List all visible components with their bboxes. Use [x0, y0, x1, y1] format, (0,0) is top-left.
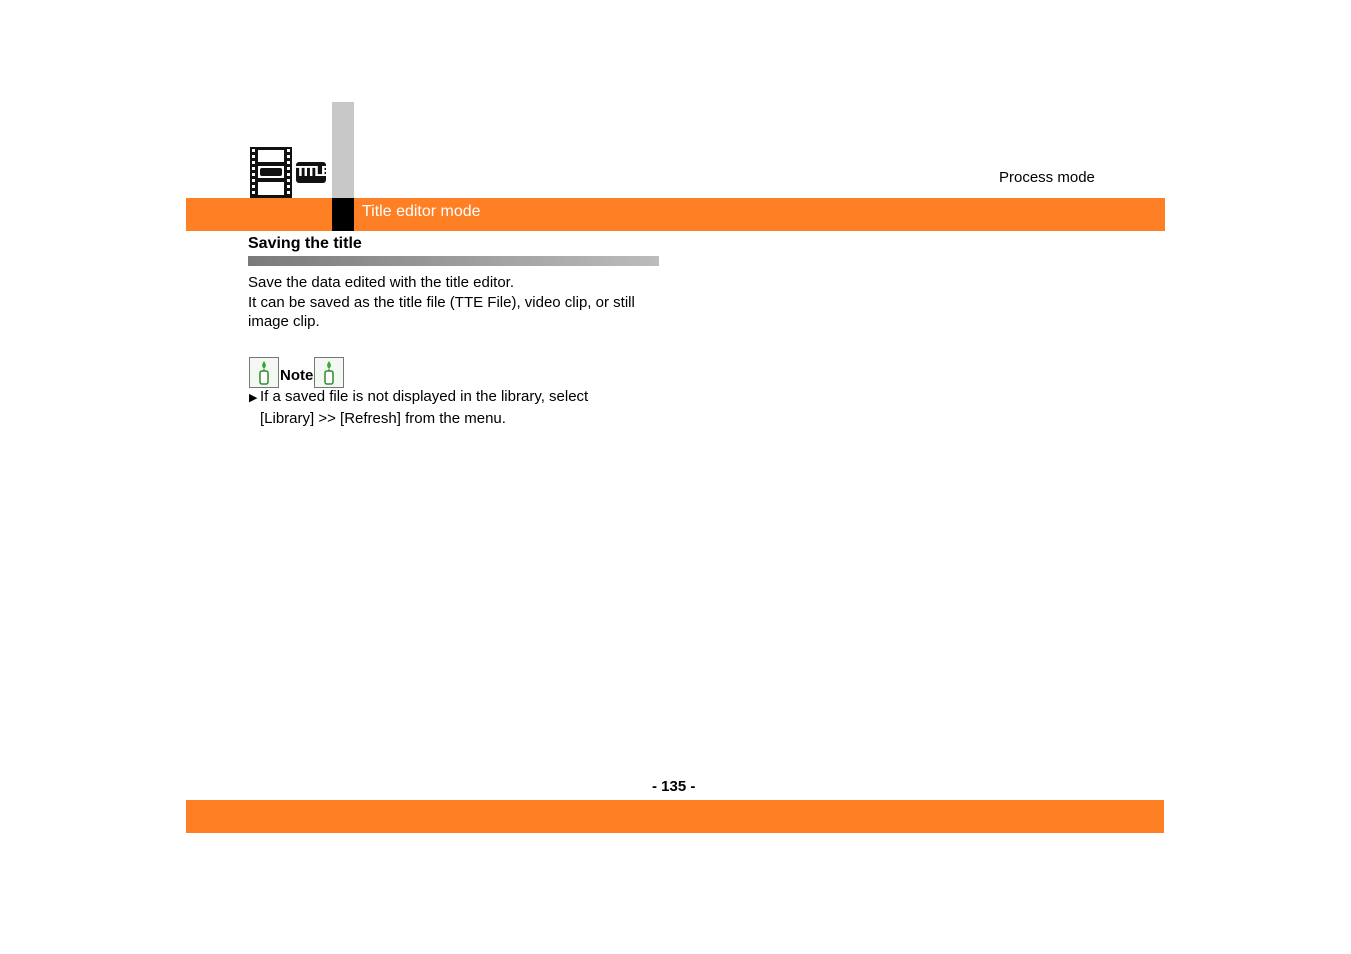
bullet-arrow-icon: ▶: [249, 392, 258, 404]
note-bullet: [249, 387, 588, 428]
paragraph-line: It can be saved as the title file (TTE File), video clip, or still: [248, 293, 635, 311]
process-mode-label: Process mode: [999, 169, 1095, 186]
header-gray-tab: [332, 102, 354, 198]
heading-rule: [248, 256, 659, 266]
header-black-tab: [332, 198, 354, 231]
section-title: Title editor mode: [362, 203, 481, 220]
footer-orange-bar: [186, 800, 1164, 833]
paragraph-line: image clip.: [248, 313, 320, 330]
body-paragraph: [248, 273, 668, 332]
note-bullet-line: [Library] >> [Refresh] from the menu.: [260, 409, 506, 427]
note-label: Note: [280, 367, 314, 384]
candle-icon: [249, 357, 279, 388]
note-bullet-line: If a saved file is not displayed in the library, select: [260, 388, 589, 405]
paragraph-line: Save the data edited with the title editor.: [248, 274, 515, 291]
title-badge-icon: TITLE: [296, 162, 326, 183]
candle-icon: [314, 357, 344, 388]
page-number: - 135 -: [652, 778, 696, 795]
note-header: [249, 356, 344, 389]
page-heading: Saving the title: [248, 235, 362, 252]
film-strip-icon: [250, 147, 292, 203]
